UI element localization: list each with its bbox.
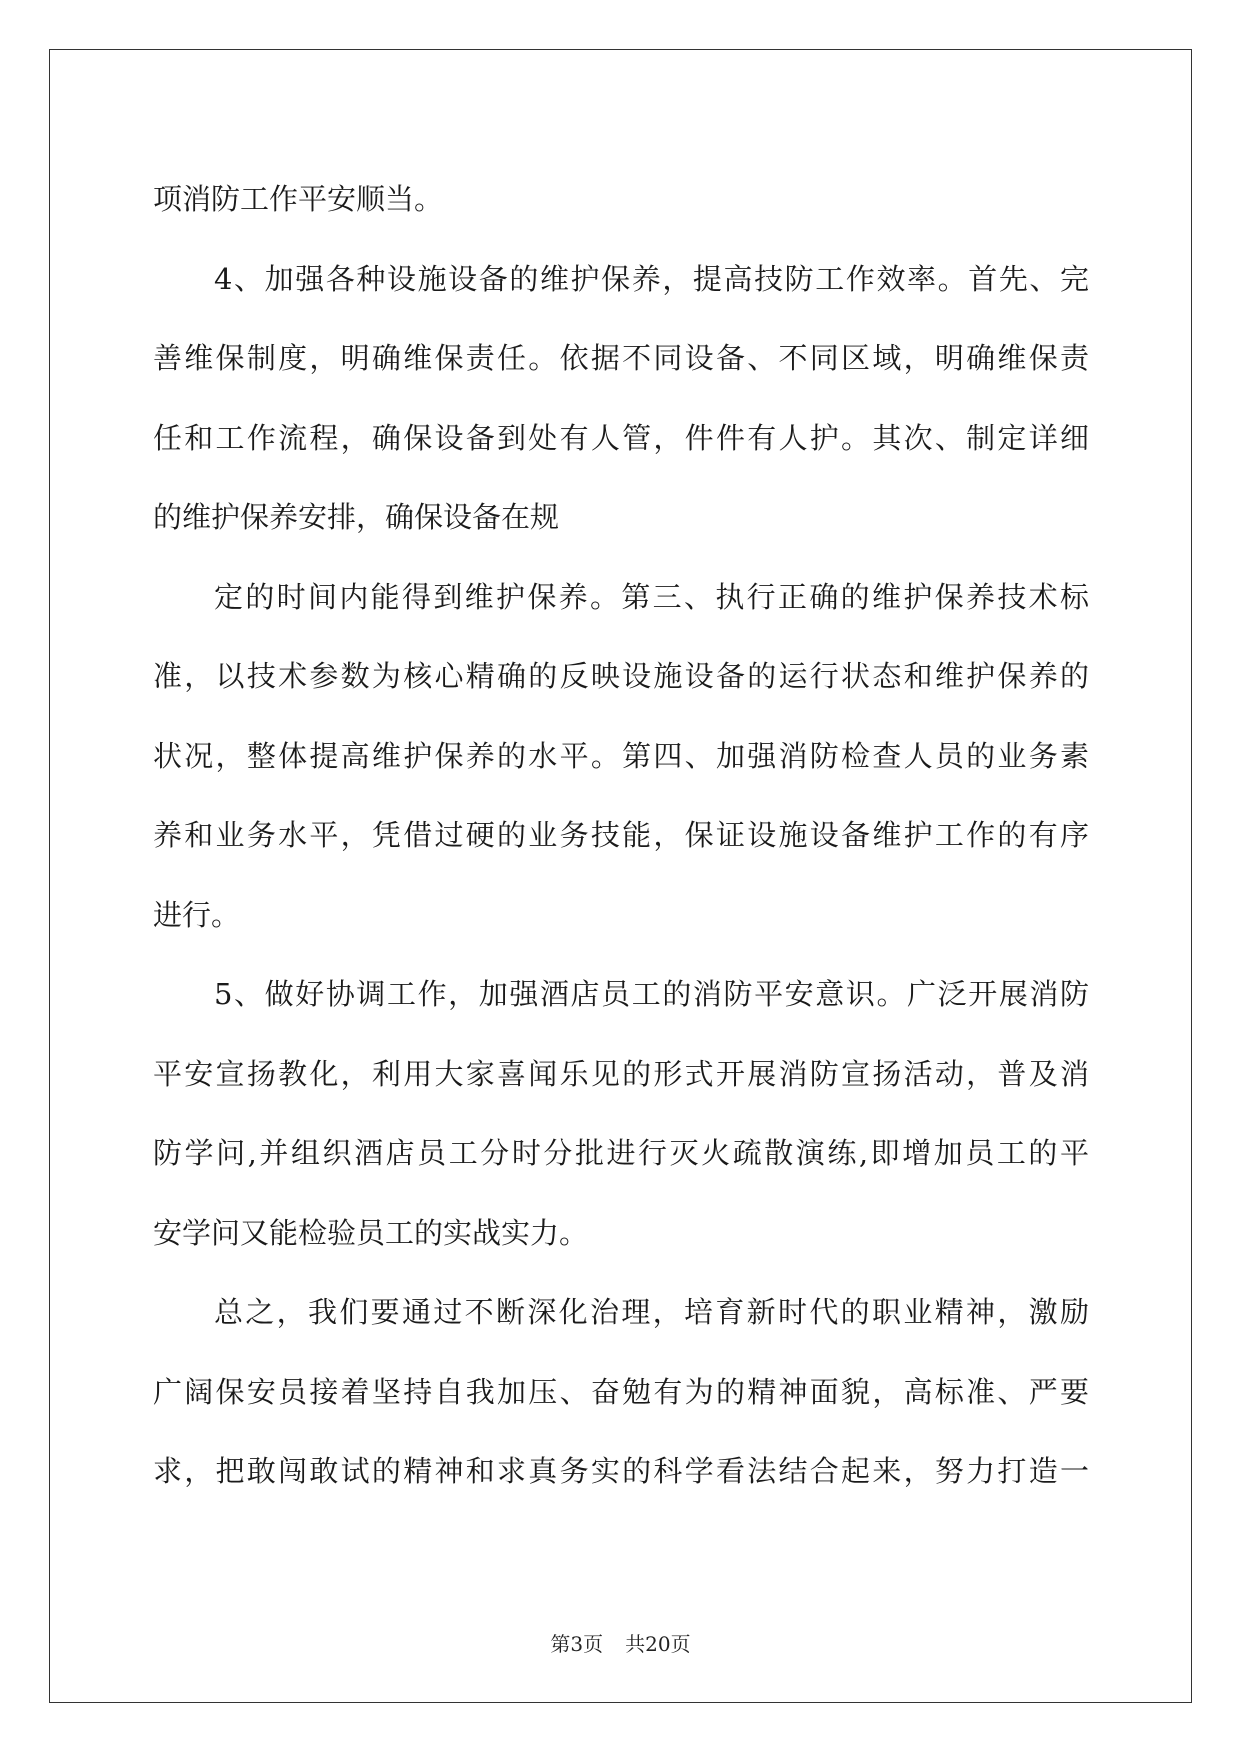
text-line: 状况，整体提高维护保养的水平。第四、加强消防检查人员的业务素 <box>153 738 1089 773</box>
text-line: 平安宣扬教化，利用大家喜闻乐见的形式开展消防宣扬活动，普及消 <box>153 1056 1089 1091</box>
text-line: 养和业务水平，凭借过硬的业务技能，保证设施设备维护工作的有序 <box>153 818 1089 852</box>
page-total: 共20页 <box>625 1632 691 1656</box>
text-line: 项消防工作平安顺当。 <box>153 182 444 216</box>
document-body <box>153 160 1089 1512</box>
text-line: 定的时间内能得到维护保养。第三、执行正确的维护保养技术标 <box>214 579 1089 614</box>
text-line: 广阔保安员接着坚持自我加压、奋勉有为的精神面貌，高标准、严要 <box>153 1374 1089 1409</box>
text-line: 任和工作流程，确保设备到处有人管，件件有人护。其次、制定详细 <box>153 420 1089 455</box>
text-line: 准，以技术参数为核心精确的反映设施设备的运行状态和维护保养的 <box>153 659 1089 693</box>
page-footer <box>0 1628 1241 1657</box>
text-line: 进行。 <box>153 897 241 932</box>
text-line: 的维护保养安排，确保设备在规 <box>153 500 560 534</box>
text-line: 善维保制度，明确维保责任。依据不同设备、不同区域，明确维保责 <box>153 341 1089 375</box>
text-line: 安学问又能检验员工的实战实力。 <box>153 1215 589 1250</box>
page-number: 第3页 <box>550 1632 604 1656</box>
text-line: 防学问,并组织酒店员工分时分批进行灭火疏散演练,即增加员工的平 <box>153 1136 1089 1170</box>
text-line: 总之，我们要通过不断深化治理，培育新时代的职业精神，激励 <box>214 1295 1089 1329</box>
text-line: 4、加强各种设施设备的维护保养，提高技防工作效率。首先、完 <box>214 261 1089 296</box>
text-line: 5、做好协调工作，加强酒店员工的消防平安意识。广泛开展消防 <box>214 977 1089 1011</box>
text-line: 求，把敢闯敢试的精神和求真务实的科学看法结合起来，努力打造一 <box>153 1454 1089 1488</box>
